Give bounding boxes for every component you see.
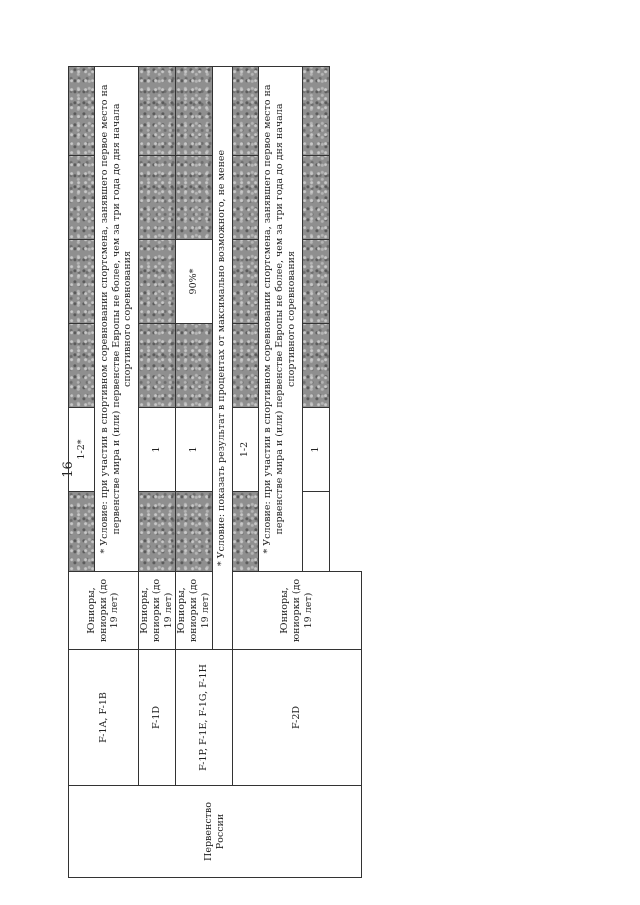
age-cell: Юниоры, юниорки (до 19 лет) bbox=[176, 572, 213, 650]
grey-cell bbox=[176, 156, 213, 240]
grey-cell bbox=[232, 324, 258, 408]
age-cell: Юниоры, юниорки (до 19 лет) bbox=[69, 572, 139, 650]
place-cell: 1-2 bbox=[232, 408, 258, 492]
qualification-table bbox=[68, 66, 362, 878]
grey-cell bbox=[139, 156, 176, 240]
grey-cell bbox=[232, 67, 258, 156]
class-cell: F-2D bbox=[232, 650, 361, 786]
grey-cell bbox=[139, 240, 176, 324]
grey-cell bbox=[232, 492, 258, 572]
grey-cell bbox=[69, 240, 95, 324]
grey-cell bbox=[176, 67, 213, 156]
percent-cell: 90%* bbox=[176, 240, 213, 324]
competition-cell: Первенство России bbox=[69, 786, 362, 878]
class-cell: F-1A, F-1B bbox=[69, 650, 139, 786]
grey-cell bbox=[232, 240, 258, 324]
class-cell: F-1P, F-1E, F-1G, F-1H bbox=[176, 650, 233, 786]
grey-cell bbox=[232, 156, 258, 240]
grey-cell bbox=[139, 324, 176, 408]
grey-cell bbox=[176, 324, 213, 408]
empty-cell bbox=[302, 492, 329, 572]
rotated-table-container bbox=[68, 67, 362, 878]
grey-cell bbox=[69, 156, 95, 240]
condition-note: * Условие: показать результат в процентах от максимально возможного, не менее bbox=[212, 67, 232, 650]
grey-cell bbox=[69, 67, 95, 156]
grey-cell bbox=[139, 492, 176, 572]
condition-note: * Условие: при участии в спортивном соревновании спортсмена, занявшего первое место на первенстве мира и (или) первенстве Европы не более, чем за три года до дня начала спортивного соревнования bbox=[95, 67, 139, 572]
place-cell: 1 bbox=[176, 408, 213, 492]
condition-note: * Условие: при участии в спортивном соревновании спортсмена, занявшего первое место на первенстве мира и (или) первенстве Европы не более, чем за три года до дня начала спортивного соревнования bbox=[258, 67, 302, 572]
grey-cell bbox=[302, 240, 329, 324]
grey-cell bbox=[302, 67, 329, 156]
grey-cell bbox=[139, 67, 176, 156]
grey-cell bbox=[302, 156, 329, 240]
grey-cell bbox=[302, 324, 329, 408]
class-cell: F-1D bbox=[139, 650, 176, 786]
grey-cell bbox=[69, 324, 95, 408]
place-cell: 1 bbox=[139, 408, 176, 492]
place-cell: 1 bbox=[302, 408, 329, 492]
place-cell: 1-2* bbox=[69, 408, 95, 492]
age-cell: Юниоры, юниорки (до 19 лет) bbox=[232, 572, 361, 650]
age-cell: Юниоры, юниорки (до 19 лет) bbox=[139, 572, 176, 650]
page-number: 16 bbox=[60, 461, 76, 478]
grey-cell bbox=[176, 492, 213, 572]
grey-cell bbox=[69, 492, 95, 572]
